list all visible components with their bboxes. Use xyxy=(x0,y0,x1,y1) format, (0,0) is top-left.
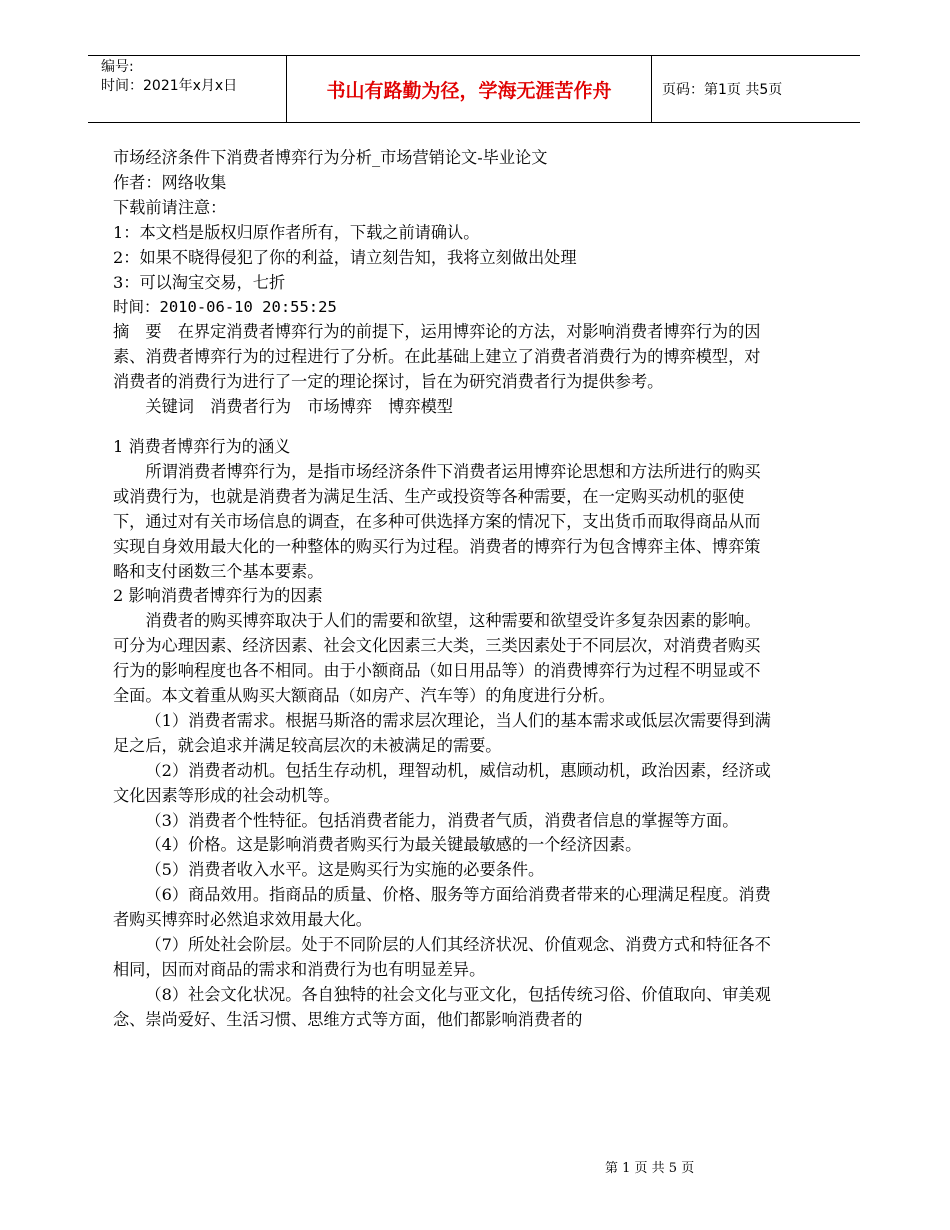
notice-item: 3：可以淘宝交易，七折 xyxy=(113,272,286,292)
section-heading: 1 消费者博弈行为的涵义 xyxy=(113,436,291,456)
keywords: 关键词 消费者行为 市场博弈 博弈模型 xyxy=(145,397,453,417)
factor-item: （8）社会文化状况。各自独特的社会文化与亚文化，包括传统习俗、价值取向、审美观念、崇尚爱好、生活习惯、思维方式等方面，他们都影响消费者的 xyxy=(113,984,771,1029)
document-number-label: 编号: xyxy=(101,59,134,75)
factor-item: （3）消费者个性特征。包括消费者能力，消费者气质，消费者信息的掌握等方面。 xyxy=(145,810,739,830)
article-time: 时间：2010-06-10 20:55:25 xyxy=(113,298,337,317)
factor-item: （1）消费者需求。根据马斯洛的需求层次理论，当人们的基本需求或低层次需要得到满足之后，就会追求并满足较高层次的未被满足的需要。 xyxy=(113,710,771,755)
section-heading: 2 影响消费者博弈行为的因素 xyxy=(113,586,323,606)
factor-item: （5）消费者收入水平。这是购买行为实施的必要条件。 xyxy=(145,860,545,880)
section-paragraph: 消费者的购买博弈取决于人们的需要和欲望，这种需要和欲望受许多复杂因素的影响。可分为心理因素、经济因素、社会文化因素三大类，三类因素处于不同层次，对消费者购买行为的影响程度也各不相同。由于小额商品（如日用品等）的消费博弈行为过程不明显或不全面。本文着重从购买大额商品（如房产、汽车等）的角度进行分析。 xyxy=(113,611,761,706)
header-meta xyxy=(88,56,286,122)
header-motto: 书山有路勤为径，学海无涯苦作舟 xyxy=(326,79,612,102)
blank-line xyxy=(113,420,773,435)
notice-heading: 下载前请注意： xyxy=(113,197,227,217)
notice-item: 2：如果不晓得侵犯了你的利益，请立刻告知，我将立刻做出处理 xyxy=(113,247,577,267)
article-body xyxy=(113,146,773,1033)
page-footer: 第 1 页 共 5 页 xyxy=(605,1161,695,1176)
section-paragraph: 所谓消费者博弈行为，是指市场经济条件下消费者运用博弈论思想和方法所进行的购买或消费行为，也就是消费者为满足生活、生产或投资等各种需要，在一定购买动机的驱使下，通过对有关市场信息的调查，在多种可供选择方案的情况下，支出货币而取得商品从而实现自身效用最大化的一种整体的购买行为过程。消费者的博弈行为包含博弈主体、博弈策略和支付函数三个基本要素。 xyxy=(113,461,761,581)
document-time-label: 时间：2021年x月x日 xyxy=(101,78,238,94)
article-title: 市场经济条件下消费者博弈行为分析_市场营销论文-毕业论文 xyxy=(113,148,548,167)
factor-item: （4）价格。这是影响消费者购买行为最关键最敏感的一个经济因素。 xyxy=(145,835,642,855)
factor-item: （2）消费者动机。包括生存动机，理智动机，威信动机，惠顾动机，政治因素，经济或文化因素等形成的社会动机等。 xyxy=(113,760,771,805)
header-page-info: 页码：第1页 共5页 xyxy=(662,82,783,98)
notice-item: 1：本文档是版权归原作者所有，下载之前请确认。 xyxy=(113,222,480,242)
page-header xyxy=(88,55,860,123)
factor-item: （7）所处社会阶层。处于不同阶层的人们其经济状况、价值观念、消费方式和特征各不相同，因而对商品的需求和消费行为也有明显差异。 xyxy=(113,935,771,979)
factor-item: （6）商品效用。指商品的质量、价格、服务等方面给消费者带来的心理满足程度。消费者购买博弈时必然追求效用最大化。 xyxy=(113,885,771,930)
abstract: 摘 要 在界定消费者博弈行为的前提下，运用博弈论的方法，对影响消费者博弈行为的因素、消费者博弈行为的过程进行了分析。在此基础上建立了消费者消费行为的博弈模型，对消费者的消费行为进行了一定的理论探讨，旨在为研究消费者行为提供参考。 xyxy=(113,322,761,392)
article-author: 作者：网络收集 xyxy=(113,172,227,192)
